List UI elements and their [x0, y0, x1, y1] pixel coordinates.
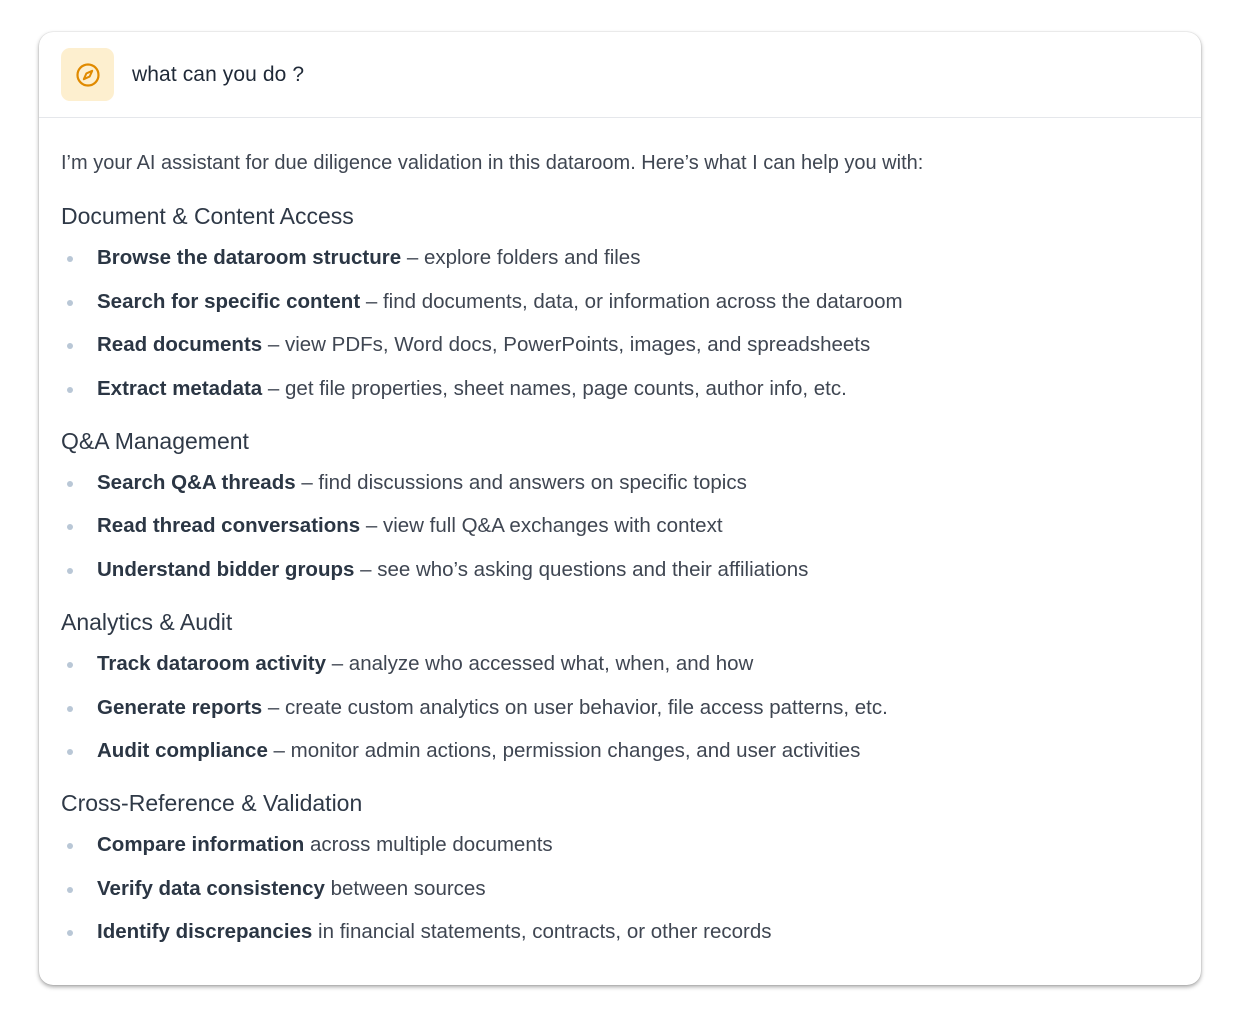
bullet-icon: [67, 749, 73, 755]
item-title: Search Q&A threads: [97, 470, 296, 494]
section-heading: Document & Content Access: [61, 203, 354, 229]
item-description: – get file properties, sheet names, page counts, author info, etc.: [262, 376, 847, 400]
section-heading: Analytics & Audit: [61, 608, 233, 635]
bullet-icon: [67, 524, 73, 530]
list-item: [61, 693, 1179, 723]
capability-list: [61, 649, 1179, 766]
capability-list: [61, 830, 1179, 947]
list-item: [61, 555, 1179, 585]
capability-list: [61, 243, 1179, 404]
item-title: Verify data consistency: [97, 876, 325, 900]
bullet-icon: [67, 256, 73, 262]
list-item: [61, 917, 1179, 947]
chat-response-card: [39, 32, 1201, 985]
item-description: across multiple documents: [304, 833, 553, 857]
list-item: [61, 511, 1179, 541]
item-title: Audit compliance: [97, 739, 268, 763]
bullet-icon: [67, 662, 73, 668]
compass-icon-badge: [61, 48, 114, 101]
sections-container: [61, 201, 1179, 947]
section-heading: Cross-Reference & Validation: [61, 790, 363, 817]
list-item: [61, 874, 1179, 904]
item-title: Search for specific content: [97, 289, 361, 313]
bullet-icon: [67, 843, 73, 849]
item-description: – find discussions and answers on specific topics: [295, 470, 747, 494]
section-heading: Q&A Management: [61, 427, 249, 454]
list-item: [61, 736, 1179, 766]
item-title: Generate reports: [97, 695, 263, 719]
list-item: [61, 649, 1179, 679]
bullet-icon: [67, 387, 73, 393]
item-title: Identify discrepancies: [97, 920, 313, 944]
bullet-icon: [67, 300, 73, 306]
item-description: – explore folders and files: [401, 246, 641, 269]
item-description: – analyze who accessed what, when, and how: [326, 651, 754, 675]
item-title: Read thread conversations: [97, 514, 361, 538]
item-title: Read documents: [97, 333, 263, 357]
item-title: Compare information: [97, 833, 305, 857]
capability-list: [61, 468, 1179, 585]
bullet-icon: [67, 706, 73, 712]
list-item: [61, 287, 1179, 317]
response-body: [39, 118, 1201, 947]
item-title: Track dataroom activity: [97, 651, 327, 675]
item-description: in financial statements, contracts, or other records: [312, 920, 772, 944]
item-title: Browse the dataroom structure: [97, 246, 402, 269]
item-description: – create custom analytics on user behavior, file access patterns, etc.: [262, 695, 888, 719]
bullet-icon: [67, 930, 73, 936]
bullet-icon: [67, 343, 73, 349]
list-item: [61, 243, 1179, 273]
prompt-text: what can you do ?: [132, 62, 305, 86]
prompt-header: [39, 32, 1201, 118]
item-title: Understand bidder groups: [97, 557, 355, 581]
item-description: – monitor admin actions, permission changes, and user activities: [267, 739, 861, 763]
bullet-icon: [67, 887, 73, 893]
list-item: [61, 468, 1179, 498]
item-description: – view PDFs, Word docs, PowerPoints, images, and spreadsheets: [262, 333, 871, 357]
bullet-icon: [67, 481, 73, 487]
bullet-icon: [67, 568, 73, 574]
intro-text: I’m your AI assistant for due diligence validation in this dataroom. Here’s what I can help you with:: [61, 152, 924, 174]
item-description: – find documents, data, or information across the dataroom: [360, 289, 903, 313]
item-description: between sources: [324, 876, 486, 900]
list-item: [61, 330, 1179, 360]
compass-icon: [75, 62, 101, 88]
list-item: [61, 830, 1179, 860]
list-item: [61, 374, 1179, 404]
item-description: – see who’s asking questions and their affiliations: [354, 557, 809, 581]
item-description: – view full Q&A exchanges with context: [360, 514, 723, 538]
item-title: Extract metadata: [97, 376, 263, 400]
